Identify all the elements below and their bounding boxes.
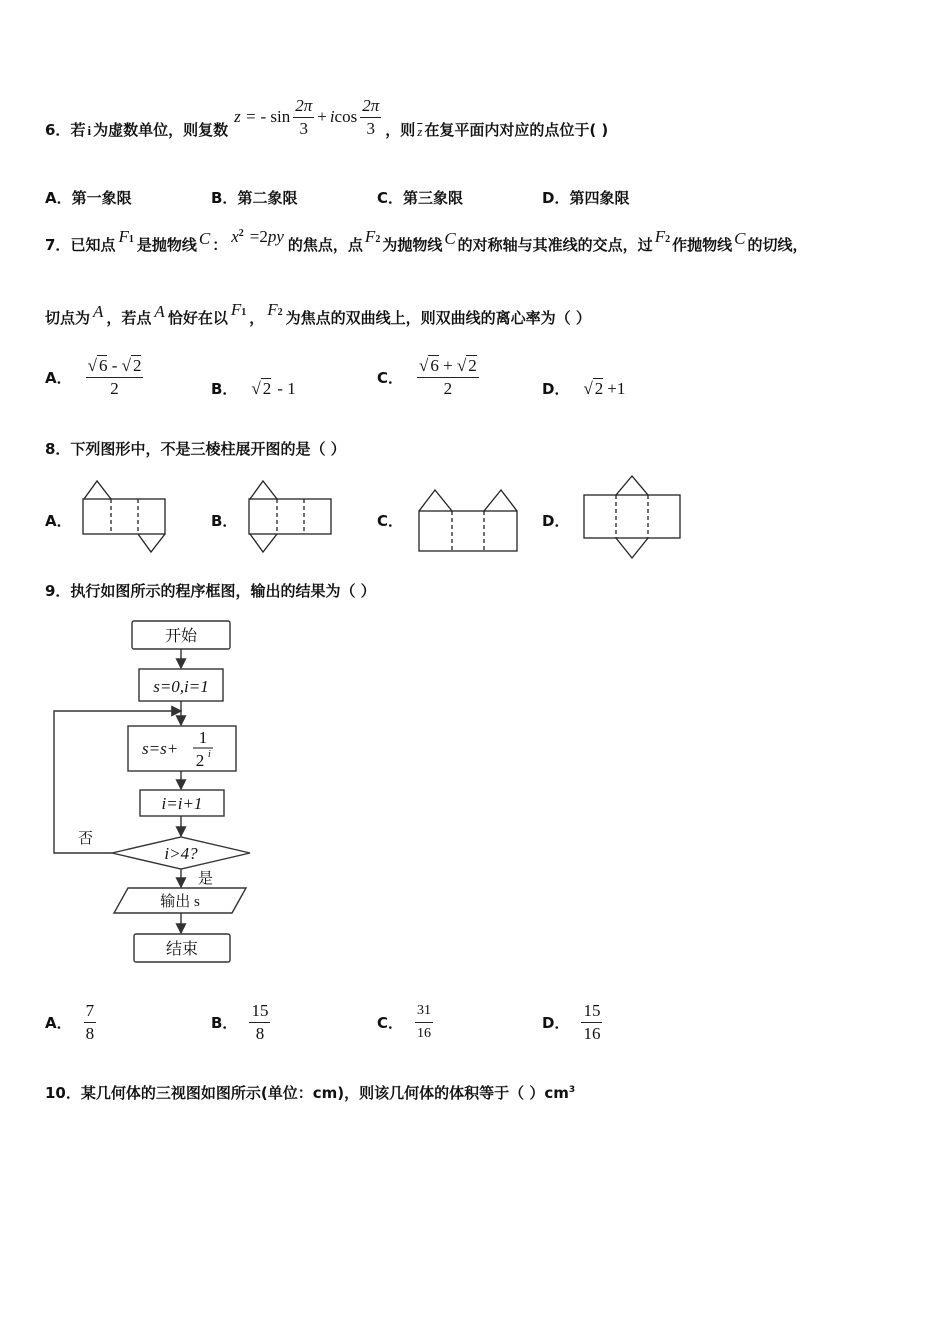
- flow-init-text: s=0,i=1: [153, 677, 209, 696]
- q6-option-b[interactable]: B．第二象限: [211, 189, 298, 207]
- q8-net-b[interactable]: [246, 476, 336, 556]
- q7-stem-line1: 7． 已知点 F1 是抛物线 C ： $x^2 =2py$ 的焦点，点 F2 为抛物线 C 的对称轴与其准线的交点，过 F2 作抛物线 C 的切线，: [45, 227, 808, 254]
- flow-update-den: 2: [195, 751, 205, 770]
- q10-stem: 10．某几何体的三视图如图所示(单位：cm)，则该几何体的体积等于（ ）$cm^3$: [45, 1084, 576, 1102]
- q8-stem: 8．下列图形中，不是三棱柱展开图的是（ ）: [45, 440, 346, 458]
- q8-option-d-label[interactable]: D．: [542, 512, 570, 530]
- q6-stem: 6． 若 i 为虚数单位，则复数 z = - sin $\frac{2\pi}{3}$ + i cos $\frac{2\pi}{3}$ ，则 $\overline{z}$ 在复平面内对应的点位于( ): [45, 95, 609, 139]
- q8-net-c[interactable]: [415, 486, 521, 556]
- flow-update-lhs: s=s+: [142, 739, 179, 758]
- q6-option-c[interactable]: C．第三象限: [377, 189, 464, 207]
- q8-option-b-label[interactable]: B．: [211, 512, 238, 530]
- q8-option-c-label[interactable]: C．: [377, 512, 404, 530]
- q8-option-a-label[interactable]: A．: [45, 512, 72, 530]
- q8-net-d[interactable]: [580, 472, 686, 562]
- flow-end-text: 结束: [165, 941, 199, 958]
- q9-option-b[interactable]: B． $\frac{15}{8}$: [211, 1001, 269, 1043]
- flow-inc-text: i=i+1: [161, 794, 203, 813]
- q9-option-d[interactable]: D． $\frac{15}{16}$: [542, 1001, 601, 1043]
- flow-loop-line: [54, 711, 181, 853]
- q7-option-a[interactable]: A． $\frac{√ 6 - √ 2}{2}$: [45, 356, 142, 398]
- flow-output-text: 输出 s: [160, 894, 200, 910]
- flow-yes-label: 是: [198, 871, 214, 887]
- q6-option-a[interactable]: A．第一象限: [45, 189, 132, 207]
- q7-stem-line2: 切点为 A ，若点 A 恰好在以 F1 ， F2 为焦点的双曲线上，则双曲线的离心率为（ ）: [45, 300, 591, 327]
- q7-option-d[interactable]: D． √ 2 +1: [542, 378, 626, 398]
- q8-net-a[interactable]: [80, 476, 170, 556]
- flow-no-label: 否: [78, 831, 94, 847]
- q6-formula: z = - sin $\frac{2\pi}{3}$ + i cos $\frac{2\pi}{3}$: [234, 95, 380, 138]
- q9-option-c[interactable]: C． $\frac{31}{16}$: [377, 1000, 433, 1045]
- q7-option-c[interactable]: C． $\frac{√ 6 + √ 2}{2}$: [377, 356, 477, 398]
- q7-option-b[interactable]: B． √ 2 - 1: [211, 378, 296, 398]
- q9-stem: 9．执行如图所示的程序框图，输出的结果为（ ）: [45, 582, 376, 600]
- flow-start-text: 开始: [164, 628, 198, 645]
- q9-option-a[interactable]: A． $\frac{7}{8}$: [45, 1001, 95, 1043]
- q6-option-d[interactable]: D．第四象限: [542, 189, 630, 207]
- q9-flowchart: [48, 615, 263, 970]
- flow-update-num: 1: [198, 728, 208, 747]
- flow-update-exp: i: [208, 749, 211, 760]
- flow-cond-text: i>4?: [164, 844, 198, 863]
